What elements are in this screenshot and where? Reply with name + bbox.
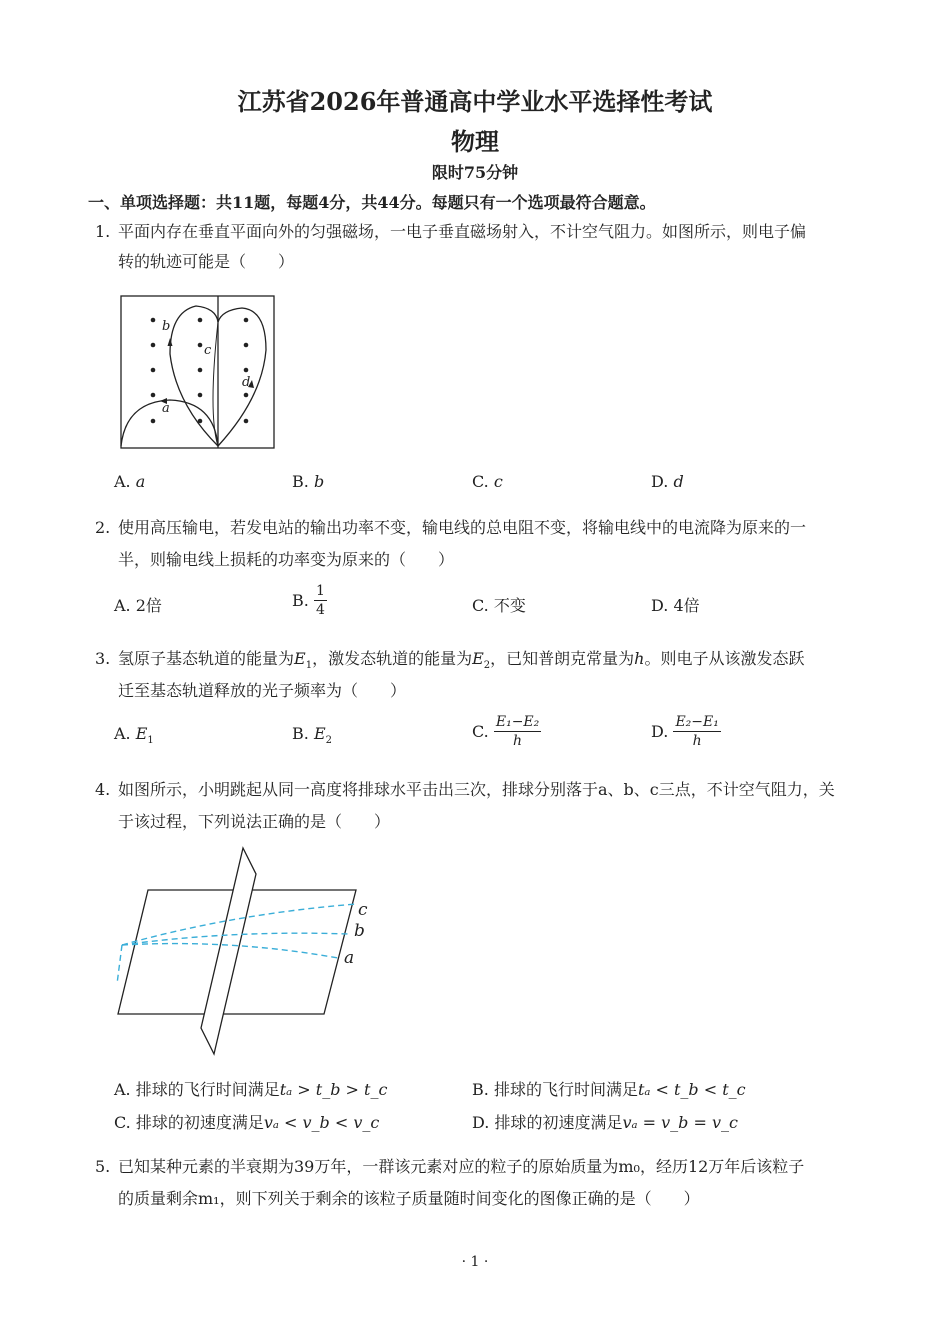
label-b: b bbox=[354, 921, 365, 941]
question-text-line2: 于该过程，下列说法正确的是（ ） bbox=[118, 812, 391, 831]
question-text-line2: 的质量剩余m₁，则下列关于剩余的该粒子质量随时间变化的图像正确的是（ ） bbox=[118, 1189, 700, 1208]
q1-option-a[interactable]: A. a bbox=[114, 472, 146, 491]
q1-option-c[interactable]: C. c bbox=[472, 472, 503, 491]
exam-title: 江苏省2026年普通高中学业水平选择性考试 bbox=[237, 87, 713, 116]
question-text-line2: 半，则输电线上损耗的功率变为原来的（ ） bbox=[118, 550, 455, 569]
question-4 bbox=[0, 776, 950, 836]
question-1 bbox=[0, 218, 950, 278]
label-a: a bbox=[344, 948, 355, 968]
question-text-line1: 如图所示，小明跳起从同一高度将排球水平击出三次，排球分别落于a、b、c三点，不计空气阻力，关 bbox=[118, 780, 835, 799]
q2-option-a[interactable]: A. 2倍 bbox=[114, 596, 162, 615]
question-number: 5. bbox=[95, 1157, 111, 1176]
question-text-line1: 使用高压输电，若发电站的输出功率不变，输电线的总电阻不变，将输电线中的电流降为原来的一 bbox=[118, 518, 807, 537]
time-limit: 限时75分钟 bbox=[431, 163, 519, 182]
question-text-line1: 氢原子基态轨道的能量为$E_1$，激发态轨道的能量为$E_2$，已知普朗克常量为h。则电子从该激发态跃 bbox=[118, 649, 805, 672]
question-text-line2: 转的轨迹可能是（ ） bbox=[118, 252, 295, 271]
q1-option-b[interactable]: B. b bbox=[292, 472, 325, 491]
question-text-line2: 迁至基态轨道释放的光子频率为（ ） bbox=[118, 681, 407, 700]
q4-option-c[interactable]: C. 排球的初速度满足vₐ < v_b < v_c bbox=[114, 1113, 380, 1132]
q3-option-b[interactable]: B. $E_2$ bbox=[292, 724, 332, 747]
question-5 bbox=[0, 1153, 950, 1213]
question-number: 3. bbox=[95, 649, 111, 668]
question-text-line1: 已知某种元素的半衰期为39万年，一群该元素对应的粒子的原始质量为m₀，经历12万年后该粒子 bbox=[118, 1157, 805, 1176]
q2-option-d[interactable]: D. 4倍 bbox=[651, 596, 700, 615]
question-3 bbox=[0, 645, 950, 705]
question-number: 1. bbox=[95, 222, 111, 241]
question-text-line1: 平面内存在垂直平面向外的匀强磁场，一电子垂直磁场射入，不计空气阻力。如图所示，则电子偏 bbox=[118, 222, 807, 241]
label-b: b bbox=[162, 319, 171, 334]
q4-option-d[interactable]: D. 排球的初速度满足vₐ = v_b = v_c bbox=[472, 1113, 738, 1132]
question-number: 2. bbox=[95, 518, 111, 537]
question-number: 4. bbox=[95, 780, 111, 799]
q3-option-c[interactable]: C. $\frac{\text{E₁−E₂}}{h}$ bbox=[472, 714, 540, 749]
q2-option-b[interactable]: B. $\frac{1}{4}$ bbox=[292, 583, 325, 618]
q4-option-b[interactable]: B. 排球的飞行时间满足tₐ < t_b < t_c bbox=[472, 1080, 746, 1099]
q3-option-a[interactable]: A. $E_1$ bbox=[114, 724, 154, 747]
subject-title: 物理 bbox=[451, 127, 499, 156]
magnetic-field-figure bbox=[118, 294, 278, 450]
q4-option-a[interactable]: A. 排球的飞行时间满足tₐ > t_b > t_c bbox=[114, 1080, 388, 1099]
label-d: d bbox=[242, 375, 251, 390]
page-number: · 1 · bbox=[461, 1254, 489, 1270]
section-title: 一、单项选择题：共11题，每题4分，共44分。每题只有一个选项最符合题意。 bbox=[88, 193, 656, 212]
q1-option-d[interactable]: D. d bbox=[651, 472, 684, 491]
q3-option-d[interactable]: D. $\frac{\text{E₂−E₁}}{h}$ bbox=[651, 714, 719, 749]
label-a: a bbox=[162, 401, 170, 416]
volleyball-figure bbox=[112, 842, 377, 1058]
q2-option-c[interactable]: C. 不变 bbox=[472, 596, 526, 615]
label-c: c bbox=[358, 900, 368, 920]
label-c: c bbox=[204, 343, 212, 358]
question-2 bbox=[0, 514, 950, 574]
